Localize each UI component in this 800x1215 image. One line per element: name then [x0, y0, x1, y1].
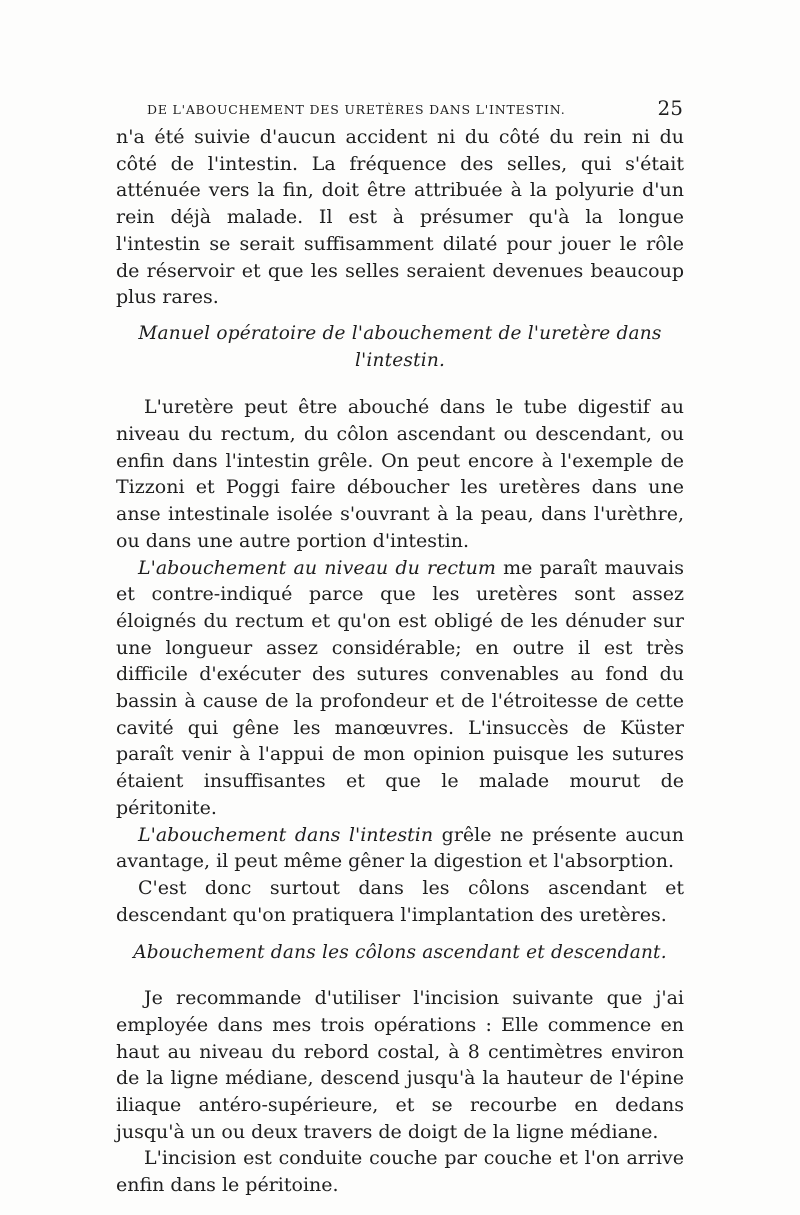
paragraph-uretere-abouche: L'uretère peut être abouché dans le tube digestif au niveau du rectum, du côlon ascendant ou descendant, ou enfin dans l'intestin grêle. On peut encore à l'exemple de Tizzoni et Poggi faire déboucher les uretères dans une anse intestinale isolée s'ouvrant à la peau, dans l'urèthre, ou dans une autre portion d'intestin.: [116, 396, 684, 552]
section-heading-manuel: Manuel opératoire de l'abouchement de l'uretère dans l'intestin.: [138, 322, 662, 371]
paragraph-intestin-text: grêle ne présente aucun avantage, il peut même gêner la digestion et l'absorption.: [116, 823, 684, 873]
paragraph-incision: Je recommande d'utiliser l'incision suivante que j'ai employée dans mes trois opérations : Elle commence en haut au niveau du rebord costal, à 8 centimètres environ de la ligne médiane, descend jusqu'à la hauteur de l'épine iliaque antéro-supérieure, et se recourbe en dedans jusqu'à un ou deux travers de doigt de la ligne médiane.: [116, 987, 684, 1143]
paragraph-rectum: [116, 555, 684, 822]
body-text: [116, 124, 684, 1199]
section-heading-colons: Abouchement dans les côlons ascendant et descendant.: [133, 942, 667, 964]
paragraph-continuation: n'a été suivie d'aucun accident ni du côté du rein ni du côté de l'intestin. La fréquence des selles, qui s'était atténuée vers la fin, doit être attribuée à la polyurie d'un rein déjà malade. Il est à présumer qu'à la longue l'intestin se serait suffisamment dilaté pour jouer le rôle de réservoir et que les selles seraient devenues beaucoup plus rares.: [116, 126, 684, 309]
italic-phrase-rectum: L'abouchement au niveau du rectum: [138, 556, 496, 579]
paragraph-colons: C'est donc surtout dans les côlons ascendant et descendant qu'on pratiquera l'implantation des uretères.: [116, 876, 684, 926]
running-title: DE L'ABOUCHEMENT DES URETÈRES DANS L'INTESTIN.: [147, 102, 566, 117]
page-number: 25: [657, 96, 683, 120]
italic-phrase-intestin: L'abouchement dans l'intestin: [138, 823, 434, 846]
paragraph-rectum-text: me paraît mauvais et contre-indiqué parce que les uretères sont assez éloignés du rectum et qu'on est obligé de les dénuder sur une longueur assez considérable; en outre il est très difficile d'exécuter des sutures convenables au fond du bassin à cause de la profondeur et de l'étroitesse de cette cavité qui gêne les manœuvres. L'insuccès de Küster paraît venir à l'appui de mon opinion puisque les sutures étaient insuffisantes et que le malade mourut de péritonite.: [116, 556, 684, 819]
paragraph-peritoine: L'incision est conduite couche par couche et l'on arrive enfin dans le péritoine.: [116, 1147, 684, 1197]
paragraph-intestin-grele: [116, 822, 684, 875]
running-header: [117, 96, 683, 124]
